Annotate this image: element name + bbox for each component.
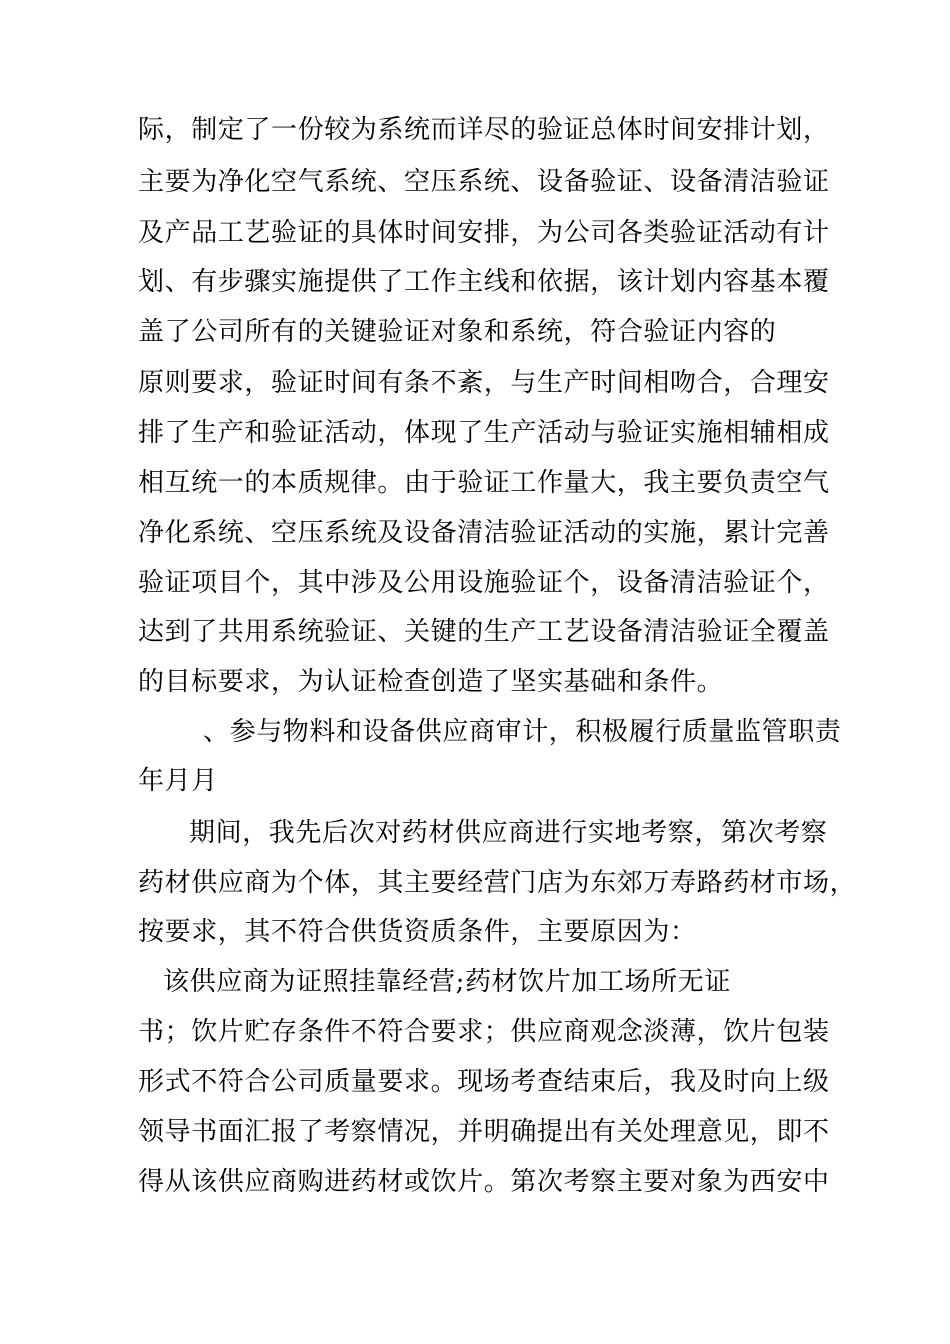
text-line: 的目标要求，为认证检查创造了坚实基础和条件。 bbox=[138, 667, 724, 697]
text-line: 验证项目个，其中涉及公用设施验证个，设备清洁验证个， bbox=[138, 568, 830, 598]
text-line: 该供应商为证照挂靠经营;药材饮片加工场所无证 bbox=[163, 967, 731, 997]
section-heading: 、参与物料和设备供应商审计，积极履行质量监管职责 bbox=[203, 717, 842, 747]
text-line: 按要求，其不符合供货资质条件，主要原因为： bbox=[138, 917, 697, 947]
text-line: 年月月 bbox=[138, 766, 218, 796]
text-line: 盖了公司所有的关键验证对象和系统，符合验证内容的 bbox=[138, 317, 777, 347]
text-line: 形式不符合公司质量要求。现场考查结束后，我及时向上级 bbox=[138, 1067, 830, 1097]
text-line: 原则要求，验证时间有条不紊，与生产时间相吻合，合理安 bbox=[138, 368, 830, 398]
text-line: 主要为净化空气系统、空压系统、设备验证、设备清洁验证 bbox=[138, 167, 830, 197]
text-line: 得从该供应商购进药材或饮片。第次考察主要对象为西安中 bbox=[138, 1167, 830, 1197]
text-line: 排了生产和验证活动，体现了生产活动与验证实施相辅相成 bbox=[138, 418, 830, 448]
text-line: 书；饮片贮存条件不符合要求；供应商观念淡薄，饮片包装 bbox=[138, 1017, 830, 1047]
text-line: 相互统一的本质规律。由于验证工作量大，我主要负责空气 bbox=[138, 468, 830, 498]
text-line: 达到了共用系统验证、关键的生产工艺设备清洁验证全覆盖 bbox=[138, 617, 830, 647]
paragraph-start-line: 期间，我先后次对药材供应商进行实地考察，第次考察 bbox=[189, 818, 828, 848]
text-line: 领导书面汇报了考察情况，并明确提出有关处理意见，即不 bbox=[138, 1117, 830, 1147]
text-line: 划、有步骤实施提供了工作主线和依据，该计划内容基本覆 bbox=[138, 267, 830, 297]
text-line: 药材供应商为个体，其主要经营门店为东郊万寿路药材市场， bbox=[138, 868, 857, 898]
text-line: 际，制定了一份较为系统而详尽的验证总体时间安排计划， bbox=[138, 115, 830, 145]
text-line: 净化系统、空压系统及设备清洁验证活动的实施，累计完善 bbox=[138, 518, 830, 548]
text-line: 及产品工艺验证的具体时间安排，为公司各类验证活动有计 bbox=[138, 218, 830, 248]
